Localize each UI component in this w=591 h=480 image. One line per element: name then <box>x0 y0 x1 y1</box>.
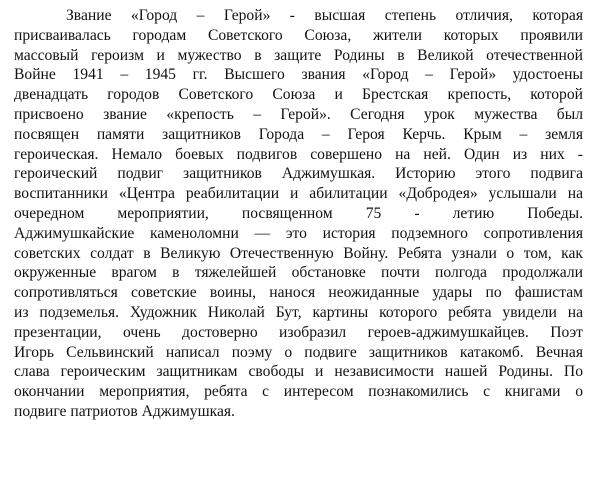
paragraph-line: слава героическим защитникам свободы и независимости нашей Родины. По <box>14 363 583 381</box>
paragraph-line: присвоено звание «крепость – Герой». Сегодня урок мужества был <box>14 105 583 123</box>
paragraph-line: очередном мероприятии, посвященном 75 - летию Победы. <box>14 204 583 222</box>
paragraph-line: воспитанники «Центра реабилитации и абилитации «Добродея» услышали на <box>14 185 583 203</box>
paragraph-line: Аджимушкайские каменоломни — это история подземного сопротивления <box>14 224 583 242</box>
paragraph-line: Игорь Сельвинский написал поэму о подвиге защитников катакомб. Вечная <box>14 343 583 361</box>
paragraph-line: массовый героизм и мужество в защите Родины в Великой отечественной <box>14 46 583 64</box>
paragraph-line: подвиге патриотов Аджимушкая. <box>14 402 235 420</box>
paragraph-line: сопротивляться советские воины, нанося неожиданные удары по фашистам <box>14 284 583 302</box>
paragraph-line: окруженные врагом в тяжелейшей обстановке почти полгода продолжали <box>14 264 583 282</box>
paragraph-line: посвящен памяти защитников Города – Героя Керчь. Крым – земля <box>14 125 583 143</box>
paragraph-line: презентации, очень достоверно изобразил героев-аджимушкайцев. Поэт <box>14 323 583 341</box>
paragraph-line: Войне 1941 – 1945 гг. Высшего звания «Город – Герой» удостоены <box>14 66 583 84</box>
article-paragraph <box>14 6 583 422</box>
paragraph-line: присваивалась городам Советского Союза, жители которых проявили <box>14 26 583 44</box>
paragraph-line: окончании мероприятия, ребята с интересом познакомились с книгами о <box>14 383 583 401</box>
paragraph-line: двенадцать городов Советского Союза и Брестская крепость, которой <box>14 86 583 104</box>
paragraph-line: героическая. Немало боевых подвигов совершено на ней. Один из них - <box>14 145 583 163</box>
paragraph-line: из подземелья. Художник Николай Бут, картины которого ребята увидели на <box>14 303 583 321</box>
paragraph-line: советских солдат в Великую Отечественную Войну. Ребята узнали о том, как <box>14 244 583 262</box>
paragraph-line: героический подвиг защитников Аджимушкая. Историю этого подвига <box>14 165 583 183</box>
paragraph-line: Звание «Город – Герой» - высшая степень отличия, которая <box>66 7 583 24</box>
